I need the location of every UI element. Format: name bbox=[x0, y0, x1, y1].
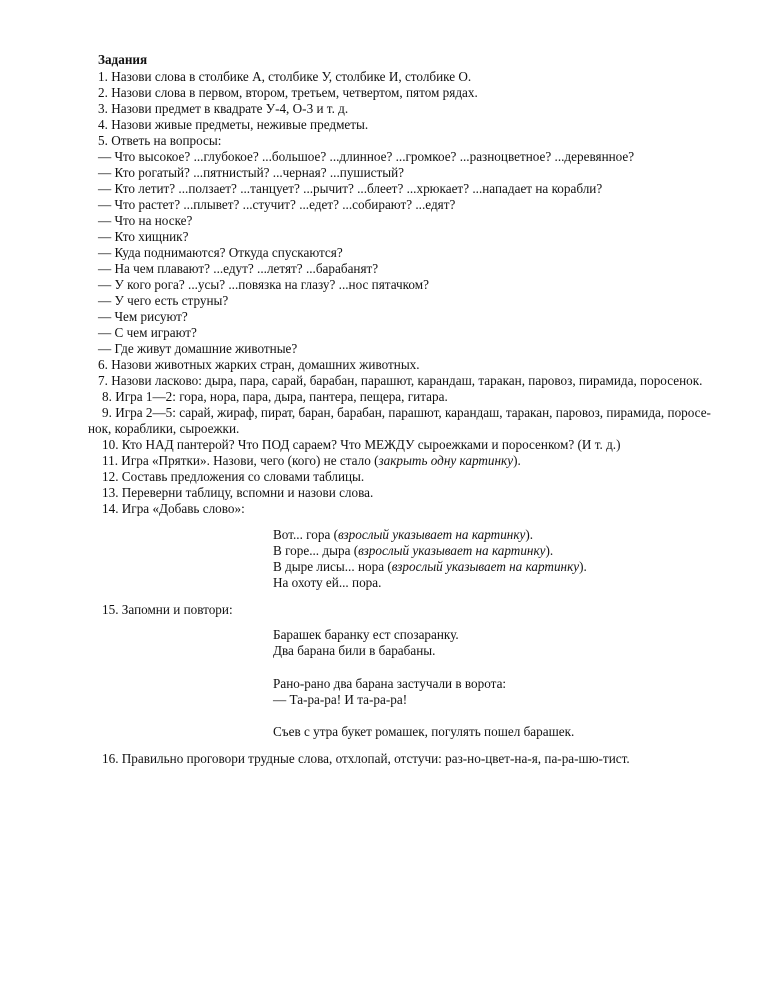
task-12: 12. Составь предложения со словами таблицы. bbox=[102, 469, 365, 484]
game-line-4: На охоту ей... пора. bbox=[273, 575, 382, 590]
task-9-continuation: нок, кораблики, сыроежки. bbox=[88, 421, 240, 436]
game-line-2-end: ). bbox=[545, 543, 554, 558]
verse-line-5: Съев с утра букет ромашек, погулять пошел барашек. bbox=[273, 724, 575, 739]
task-11-end: ). bbox=[513, 453, 521, 468]
verse-line-3: Рано-рано два барана застучали в ворота: bbox=[273, 676, 507, 691]
task-11-note: закрыть одну картинку bbox=[378, 453, 514, 468]
game-line-2-text: В горе... дыра ( bbox=[273, 543, 359, 558]
verse-line-1: Барашек баранку ест спозаранку. bbox=[273, 627, 459, 642]
game-line-3-end: ). bbox=[579, 559, 587, 574]
game-line-3-text: В дыре лисы... нора ( bbox=[273, 559, 392, 574]
question-9: — У кого рога? ...усы? ...повязка на глазу? ...нос пятачком? bbox=[98, 277, 429, 292]
question-4: — Что растет? ...плывет? ...стучит? ...едет? ...собирают? ...едят? bbox=[98, 197, 456, 212]
question-12: — С чем играют? bbox=[98, 325, 197, 340]
page-title: Задания bbox=[98, 52, 148, 67]
question-6: — Кто хищник? bbox=[98, 229, 189, 244]
game-line-3 bbox=[273, 559, 587, 575]
task-10: 10. Кто НАД пантерой? Что ПОД сараем? Что МЕЖДУ сыроежками и поросенком? (И т. д.) bbox=[102, 437, 621, 452]
game-line-1-end: ). bbox=[525, 527, 534, 542]
game-line-1 bbox=[273, 527, 533, 543]
question-5: — Что на носке? bbox=[98, 213, 193, 228]
task-1: 1. Назови слова в столбике А, столбике У, столбике И, столбике О. bbox=[98, 69, 472, 84]
verse-line-2: Два барана били в барабаны. bbox=[273, 643, 436, 658]
question-8: — На чем плавают? ...едут? ...летят? ...барабанят? bbox=[98, 261, 379, 276]
task-3: 3. Назови предмет в квадрате У-4, О-3 и т. д. bbox=[98, 101, 349, 116]
task-5: 5. Ответь на вопросы: bbox=[98, 133, 222, 148]
task-2: 2. Назови слова в первом, втором, третьем, четвертом, пятом рядах. bbox=[98, 85, 478, 100]
task-11 bbox=[102, 453, 521, 469]
task-9: 9. Игра 2—5: сарай, жираф, пират, баран, барабан, парашют, карандаш, таракан, паровоз, пирамида, поросе- bbox=[102, 405, 711, 420]
game-line-3-note: взрослый указывает на картинку bbox=[391, 559, 580, 574]
task-6: 6. Назови животных жарких стран, домашних животных. bbox=[98, 357, 420, 372]
game-line-2 bbox=[273, 543, 553, 559]
task-16: 16. Правильно проговори трудные слова, отхлопай, отстучи: раз-но-цвет-на-я, па-ра-шю-тист. bbox=[102, 751, 630, 766]
question-13: — Где живут домашние животные? bbox=[98, 341, 298, 356]
verse-line-4: — Та-ра-ра! И та-ра-ра! bbox=[273, 692, 408, 707]
question-3: — Кто летит? ...ползает? ...танцует? ...рычит? ...блеет? ...хрюкает? ...нападает на корабли? bbox=[98, 181, 603, 196]
task-8: 8. Игра 1—2: гора, нора, пара, дыра, пантера, пещера, гитара. bbox=[102, 389, 448, 404]
game-line-1-note: взрослый указывает на картинку bbox=[337, 527, 526, 542]
game-line-1-text: Вот... гора ( bbox=[273, 527, 338, 542]
question-11: — Чем рисуют? bbox=[98, 309, 188, 324]
task-15: 15. Запомни и повтори: bbox=[102, 602, 233, 617]
question-10: — У чего есть струны? bbox=[98, 293, 229, 308]
task-11-text: 11. Игра «Прятки». Назови, чего (кого) не стало ( bbox=[102, 453, 379, 468]
question-2: — Кто рогатый? ...пятнистый? ...черная? ...пушистый? bbox=[98, 165, 405, 180]
game-line-2-note: взрослый указывает на картинку bbox=[358, 543, 546, 558]
task-7: 7. Назови ласково: дыра, пара, сарай, барабан, парашют, карандаш, таракан, паровоз, пирамида, поросенок. bbox=[98, 373, 703, 388]
question-1: — Что высокое? ...глубокое? ...большое? ...длинное? ...громкое? ...разноцветное? ...деревянное? bbox=[98, 149, 635, 164]
task-13: 13. Переверни таблицу, вспомни и назови слова. bbox=[102, 485, 374, 500]
question-7: — Куда поднимаются? Откуда спускаются? bbox=[98, 245, 343, 260]
task-4: 4. Назови живые предметы, неживые предметы. bbox=[98, 117, 369, 132]
task-14: 14. Игра «Добавь слово»: bbox=[102, 501, 245, 516]
